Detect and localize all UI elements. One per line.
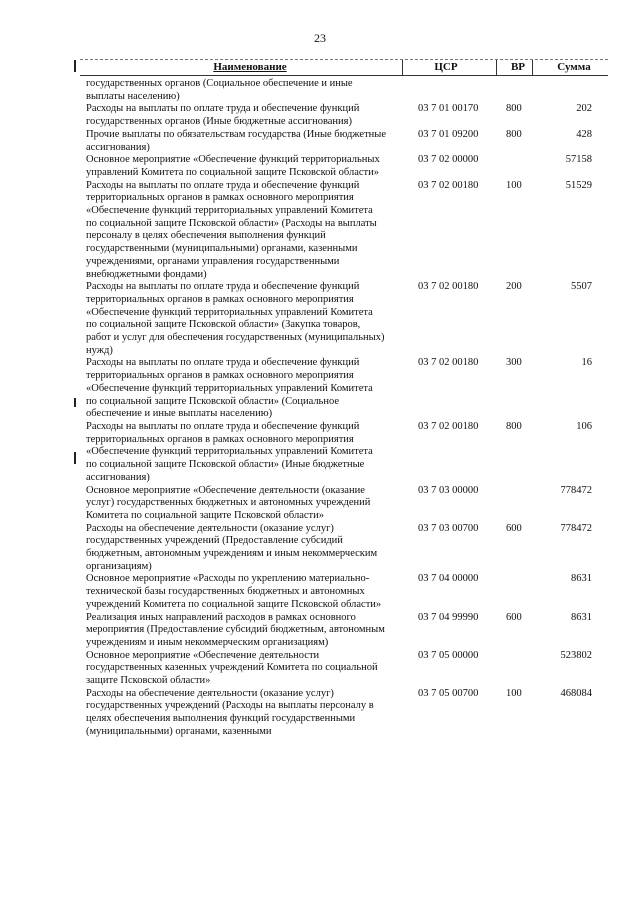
row-name: Основное мероприятие «Обеспечение функций территориальных управлений Комитета по социальной защите Псковской области»	[86, 154, 380, 178]
table-row	[86, 357, 606, 421]
row-sum: 523802	[560, 649, 592, 661]
table-row	[86, 523, 606, 574]
row-csr: 03 7 02 00000	[418, 154, 479, 166]
row-name: Расходы на выплаты по оплате труда и обеспечение функций территориальных органов в рамках основного мероприятия «Обеспечение функций территориальных управлений Комитета по социальной защите Псковской области» (Иные бюджетные ассигнования)	[86, 420, 373, 483]
row-sum: 51529	[565, 179, 592, 191]
margin-mark	[74, 452, 76, 464]
row-sum: 202	[576, 103, 592, 115]
row-csr: 03 7 05 00700	[418, 687, 479, 699]
row-sum: 778472	[560, 522, 592, 534]
row-sum: 16	[581, 357, 592, 369]
row-sum: 106	[576, 420, 592, 432]
header-bottom-rule	[80, 75, 608, 76]
row-sum: 428	[576, 128, 592, 140]
row-name: Основное мероприятие «Обеспечение деятельности (оказание услуг) государственных бюджетных и автономных учреждений Комитета по социальной защите Псковской области»	[86, 484, 371, 521]
page-number: 23	[314, 31, 326, 45]
row-name: государственных органов (Социальное обеспечение и иные выплаты населению)	[86, 78, 353, 102]
row-sum: 5507	[571, 281, 592, 293]
table-row	[86, 650, 606, 688]
row-name: Реализация иных направлений расходов в рамках основного мероприятия (Предоставление субсидий бюджетным, автономным учреждениям и иным некоммерческим организациям)	[86, 611, 385, 648]
table-header	[80, 59, 608, 79]
row-csr: 03 7 04 99990	[418, 611, 479, 623]
table-row	[86, 103, 606, 128]
budget-table	[86, 78, 606, 739]
table-row	[86, 573, 606, 611]
header-name: Наименование	[213, 61, 287, 73]
row-sum: 8631	[571, 611, 592, 623]
row-csr: 03 7 02 00180	[418, 179, 479, 191]
header-divider	[496, 60, 497, 75]
table-row	[86, 688, 606, 739]
row-sum: 57158	[565, 154, 592, 166]
row-sum: 468084	[560, 687, 592, 699]
row-vr: 800	[506, 128, 522, 140]
row-csr: 03 7 02 00180	[418, 420, 479, 432]
row-name: Расходы на выплаты по оплате труда и обеспечение функций территориальных органов в рамках основного мероприятия «Обеспечение функций территориальных управлений Комитета по социальной защите Псковской области» (Расходы на выплаты персоналу в целях обеспечения выполнения функций государственными (муниципальными) органами, казенными учреждениями, органами управления государственными внебюджетными фондами)	[86, 179, 377, 280]
row-name: Расходы на обеспечение деятельности (оказание услуг) государственных учреждений (Предоставление субсидий бюджетным, автономным учреждениям и иным некоммерческим организациям)	[86, 522, 378, 572]
row-vr: 300	[506, 357, 522, 369]
row-csr: 03 7 03 00000	[418, 484, 479, 496]
row-csr: 03 7 04 00000	[418, 573, 479, 585]
table-row	[86, 180, 606, 282]
row-vr: 800	[506, 420, 522, 432]
row-csr: 03 7 01 00170	[418, 103, 479, 115]
margin-mark	[74, 60, 76, 72]
table-row	[86, 154, 606, 179]
row-vr: 600	[506, 611, 522, 623]
row-csr: 03 7 05 00000	[418, 649, 479, 661]
row-csr: 03 7 02 00180	[418, 357, 479, 369]
header-top-rule	[80, 59, 608, 60]
row-name: Расходы на выплаты по оплате труда и обеспечение функций территориальных органов в рамках основного мероприятия «Обеспечение функций территориальных управлений Комитета по социальной защите Псковской области» (Закупка товаров, работ и услуг для обеспечения государственных (муниципальных) нужд)	[86, 281, 385, 356]
row-name: Основное мероприятие «Расходы по укреплению материально-технической базы государственных бюджетных и автономных учреждений Комитета по социальной защите Псковской области»	[86, 573, 382, 610]
row-name: Основное мероприятие «Обеспечение деятельности государственных казенных учреждений Комитета по социальной защите Псковской области»	[86, 649, 378, 687]
table-row	[86, 421, 606, 485]
row-vr: 600	[506, 522, 522, 534]
row-vr: 200	[506, 281, 522, 293]
margin-mark	[74, 398, 76, 407]
row-name: Расходы на выплаты по оплате труда и обеспечение функций территориальных органов в рамках основного мероприятия «Обеспечение функций территориальных управлений Комитета по социальной защите Псковской области» (Социальное обеспечение и иные выплаты населению)	[86, 357, 373, 420]
row-csr: 03 7 03 00700	[418, 522, 479, 534]
table-row	[86, 612, 606, 650]
row-csr: 03 7 02 00180	[418, 281, 479, 293]
row-name: Расходы на выплаты по оплате труда и обеспечение функций государственных органов (Иные бюджетные ассигнования)	[86, 103, 360, 128]
row-vr: 100	[506, 687, 522, 699]
row-vr: 800	[506, 103, 522, 115]
header-vr: ВР	[510, 61, 526, 73]
row-sum: 8631	[571, 573, 592, 585]
table-row	[86, 78, 606, 103]
header-sum: Сумма	[557, 61, 591, 73]
table-row	[86, 281, 606, 357]
row-csr: 03 7 01 09200	[418, 128, 479, 140]
row-sum: 778472	[560, 484, 592, 496]
row-name: Прочие выплаты по обязательствам государства (Иные бюджетные ассигнования)	[86, 128, 386, 153]
row-vr: 100	[506, 179, 522, 191]
table-row	[86, 485, 606, 523]
row-name: Расходы на обеспечение деятельности (оказание услуг) государственных учреждений (Расходы на выплаты персоналу в целях обеспечения выполнения функций государственными (муниципальными) органами, казенными	[86, 687, 374, 737]
header-divider	[402, 60, 403, 75]
header-csr: ЦСР	[434, 61, 458, 73]
table-row	[86, 129, 606, 154]
